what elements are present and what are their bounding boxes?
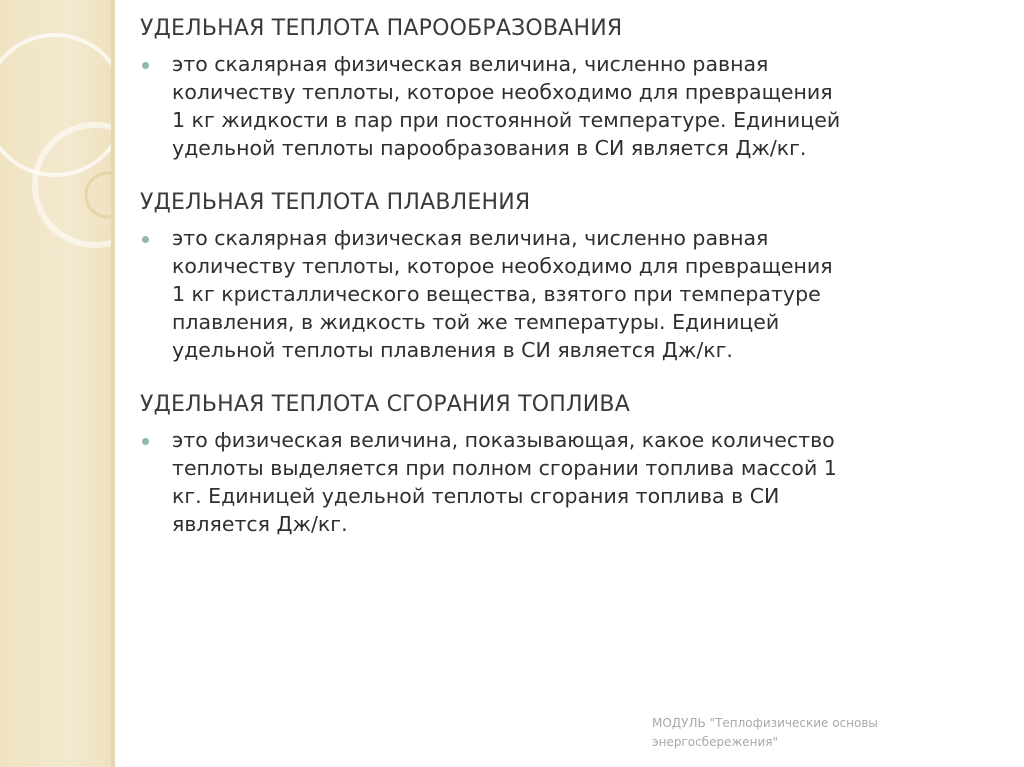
decorative-rings-icon <box>0 0 111 767</box>
text-line: удельной теплоты плавления в СИ является Дж/кг. <box>172 338 733 362</box>
section-heading: УДЕЛЬНАЯ ТЕПЛОТА СГОРАНИЯ ТОПЛИВА <box>140 392 630 417</box>
bullet-icon <box>142 236 149 243</box>
bullet-item <box>140 426 1000 538</box>
bullet-icon <box>142 438 149 445</box>
text-line: это физическая величина, показывающая, какое количество <box>172 428 835 452</box>
slide-footer <box>652 714 952 752</box>
slide-content <box>140 14 1000 564</box>
text-line: 1 кг жидкости в пар при постоянной температуре. Единицей <box>172 108 841 132</box>
text-line: это скалярная физическая величина, численно равная <box>172 226 769 250</box>
section-vaporization <box>140 14 1000 162</box>
text-line: это скалярная физическая величина, численно равная <box>172 52 769 76</box>
text-line: количеству теплоты, которое необходимо для превращения <box>172 254 833 278</box>
section-heading: УДЕЛЬНАЯ ТЕПЛОТА ПАРООБРАЗОВАНИЯ <box>140 16 623 41</box>
text-line: плавления, в жидкость той же температуры. Единицей <box>172 310 780 334</box>
footer-line: энергосбережения" <box>652 735 779 749</box>
text-line: теплоты выделяется при полном сгорании топлива массой 1 <box>172 456 837 480</box>
bullet-item <box>140 50 1000 162</box>
footer-line: МОДУЛЬ "Теплофизические основы <box>652 716 878 730</box>
section-heading: УДЕЛЬНАЯ ТЕПЛОТА ПЛАВЛЕНИЯ <box>140 190 531 215</box>
side-band-edge <box>111 0 115 767</box>
text-line: кг. Единицей удельной теплоты сгорания топлива в СИ <box>172 484 780 508</box>
text-line: количеству теплоты, которое необходимо для превращения <box>172 80 833 104</box>
text-line: удельной теплоты парообразования в СИ является Дж/кг. <box>172 136 807 160</box>
bullet-icon <box>142 62 149 69</box>
decorative-side-band <box>0 0 111 767</box>
section-combustion <box>140 390 1000 538</box>
section-melting <box>140 188 1000 364</box>
text-line: 1 кг кристаллического вещества, взятого при температуре <box>172 282 821 306</box>
text-line: является Дж/кг. <box>172 512 348 536</box>
bullet-item <box>140 224 1000 364</box>
